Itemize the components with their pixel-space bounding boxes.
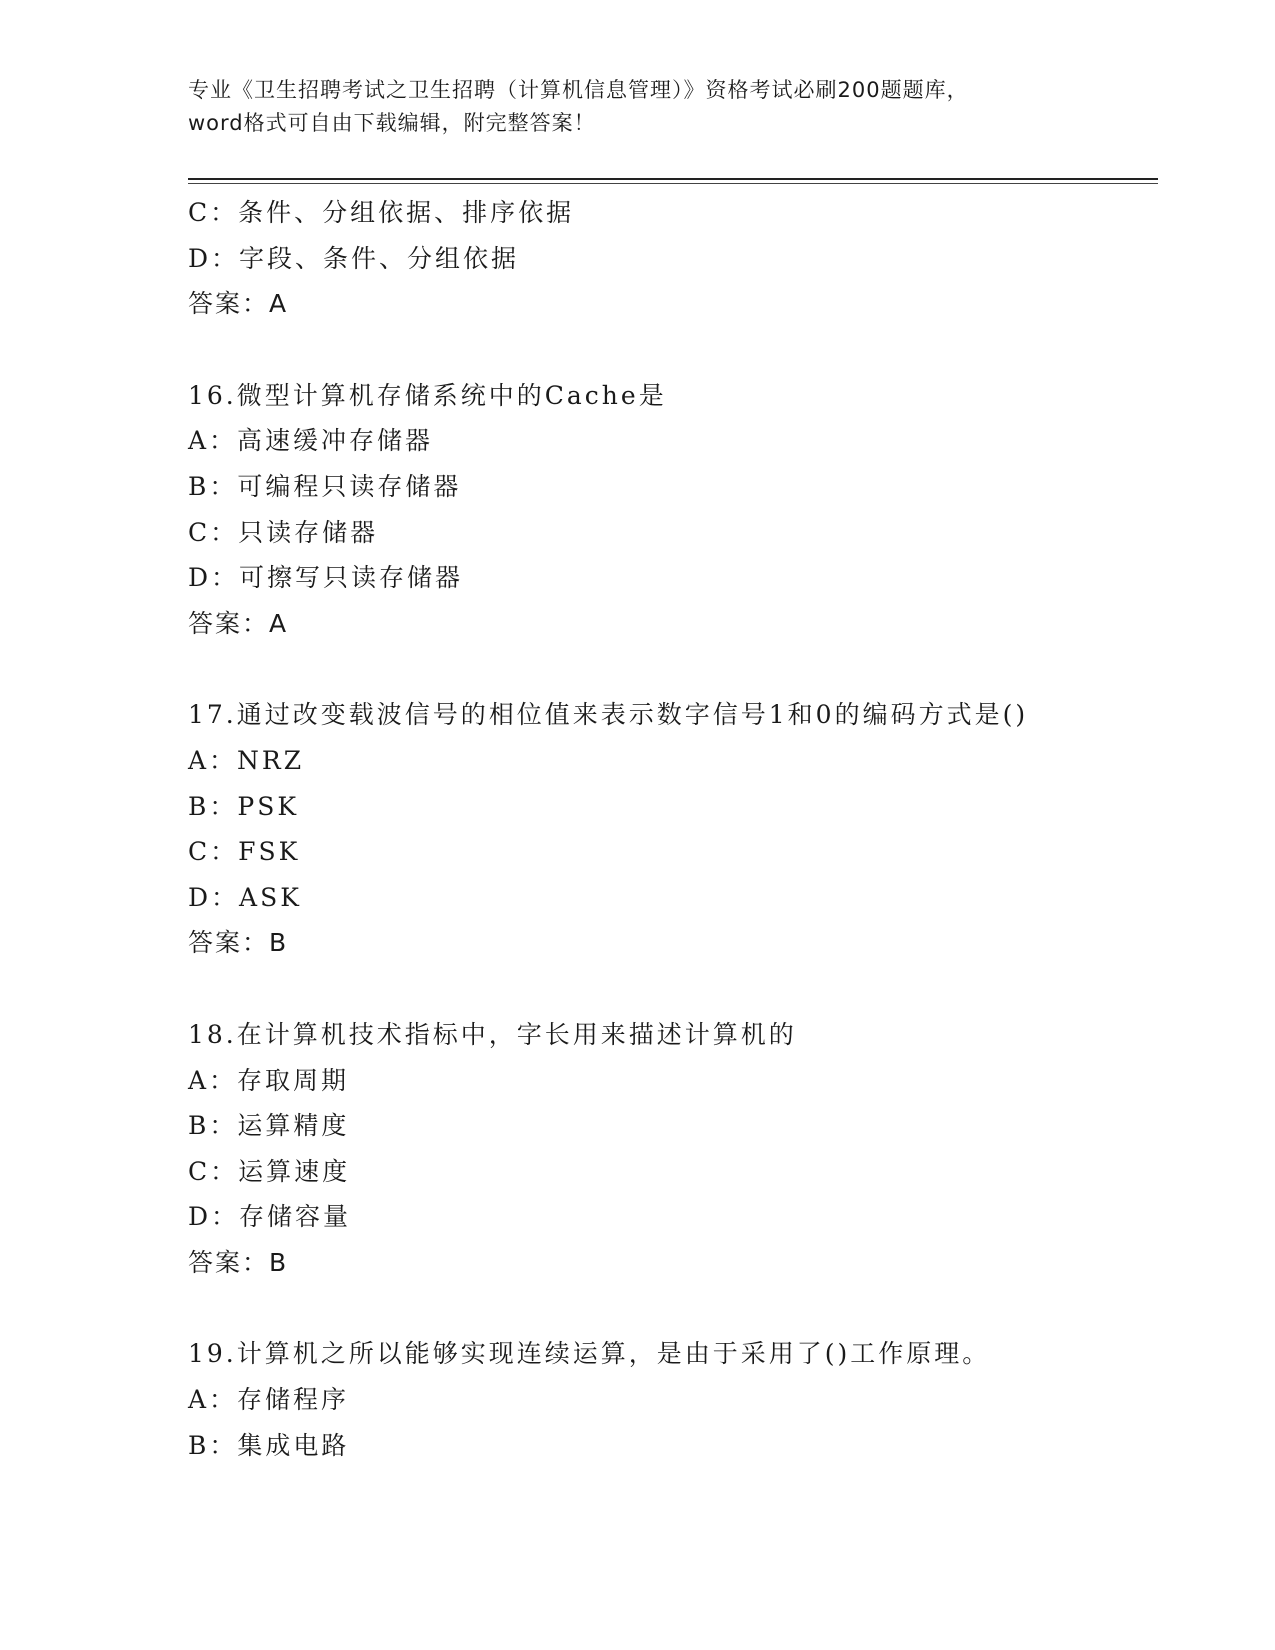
- option-c: C：只读存储器: [188, 517, 379, 547]
- option-a: A：高速缓冲存储器: [188, 426, 434, 456]
- header-line-1: 专业《卫生招聘考试之卫生招聘（计算机信息管理）》资格考试必刷200题题库，: [188, 78, 969, 102]
- spacer: [188, 327, 1168, 373]
- option-c: C：FSK: [188, 837, 301, 867]
- header-rule-thick: [188, 178, 1158, 180]
- question-title: 18.在计算机技术指标中，字长用来描述计算机的: [188, 1019, 797, 1049]
- option-b: B：PSK: [188, 791, 299, 821]
- option-d: D：可擦写只读存储器: [188, 563, 464, 593]
- header-rule-thin: [188, 183, 1158, 184]
- option-b: B：集成电路: [188, 1430, 350, 1460]
- option-d: D：ASK: [188, 882, 302, 912]
- option-d: D：字段、条件、分组依据: [188, 243, 520, 273]
- option-c: C：运算速度: [188, 1156, 351, 1186]
- question-16: [188, 373, 1168, 647]
- option-a: A：存储程序: [188, 1385, 350, 1415]
- question-19: [188, 1331, 1168, 1468]
- answer-line: 答案：A: [188, 289, 289, 319]
- spacer: [188, 1285, 1168, 1331]
- spacer: [188, 966, 1168, 1012]
- document-header: [188, 74, 1088, 140]
- question-18: [188, 1012, 1168, 1286]
- option-b: B：可编程只读存储器: [188, 471, 462, 501]
- answer-line: 答案：B: [188, 928, 289, 958]
- answer-line: 答案：A: [188, 608, 289, 638]
- option-d: D：存储容量: [188, 1202, 352, 1232]
- question-title: 17.通过改变载波信号的相位值来表示数字信号1和0的编码方式是(): [188, 700, 1029, 730]
- question-15-continued: [188, 190, 1168, 327]
- option-a: A：存取周期: [188, 1065, 350, 1095]
- option-a: A：NRZ: [188, 745, 305, 775]
- spacer: [188, 646, 1168, 692]
- option-b: B：运算精度: [188, 1111, 350, 1141]
- option-c: C：条件、分组依据、排序依据: [188, 198, 575, 227]
- question-title: 19.计算机之所以能够实现连续运算，是由于采用了()工作原理。: [188, 1339, 991, 1369]
- question-title: 16.微型计算机存储系统中的Cache是: [188, 380, 667, 410]
- question-17: [188, 692, 1168, 966]
- answer-line: 答案：B: [188, 1247, 289, 1277]
- header-line-2: word格式可自由下载编辑，附完整答案！: [188, 111, 596, 135]
- question-list: [188, 190, 1168, 1468]
